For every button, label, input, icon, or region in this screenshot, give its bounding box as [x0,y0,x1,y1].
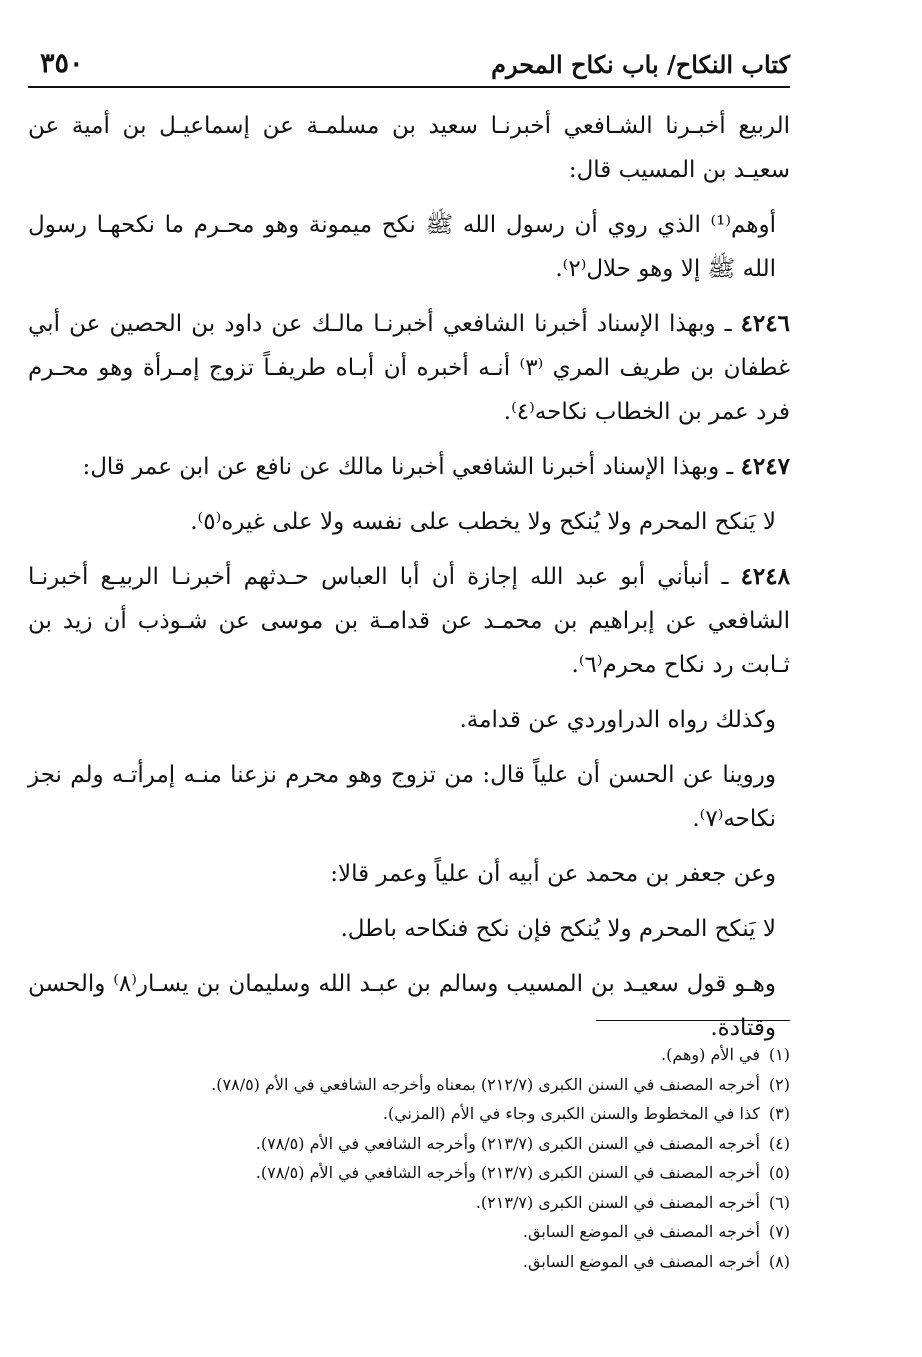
footnote-separator [596,1020,790,1021]
footnote-text: في الأم (وهم). [660,1045,760,1064]
hadith-number-4247: ٤٢٤٧ [740,453,790,480]
footnote-text: أخرجه المصنف في الموضع السابق. [522,1222,760,1241]
footnote-number: (٤) [768,1133,790,1153]
paragraph-4248 [28,555,790,687]
hadith-text-4247: ـ وبهذا الإسناد أخبرنا الشافعي أخبرنا مالك عن نافع عن ابن عمر قال: [82,454,741,480]
page-header [28,40,790,88]
paragraph-1: الربيع أخبـرنا الشـافعي أخبرنـا سعيد بن مسلمـة عن إسماعيـل بن أمية عن سعيـد بن المسيب قال: [28,113,790,183]
footnote [28,1247,790,1277]
footnote-number: (٨) [768,1251,790,1271]
footnote-text: أخرجه المصنف في السنن الكبرى (٢١٣/٧) وأخرجه الشافعي في الأم (٧٨/٥). [255,1133,760,1153]
hadith-text-4246: ـ وبهذا الإسناد أخبرنا الشافعي أخبرنـا مالـك عن داود بن الحصين عن أبي غطفان بن طريف المري ⁽٣⁾ أنـه أخبره أن أبـاه طريفـاً تزوج إمـرأة وهو محـرم فرد عمر بن الخطاب نكاحه⁽٤⁾. [28,311,790,425]
footnote-number: (٢) [768,1074,790,1094]
paragraph-4247 [28,445,790,489]
hadith-text-4248: ـ أنبأني أبو عبد الله إجازة أن أبا العباس حـدثهم أخبرنـا الربيـع أخبرنـا الشافعي عن إبراهيم بن محمـد عن قدامـة بن موسى عن شـوذب أن زيد بن ثـابت رد نكاح محرم⁽٦⁾. [28,564,790,678]
paragraph-7: وكذلك رواه الدراوردي عن قدامة. [459,707,776,733]
paragraph-2: أوهم⁽¹⁾ الذي روي أن رسول الله ﷺ نكح ميمونة وهو محـرم ما نكحهـا رسول الله ﷺ إلا وهو حلال⁽٢⁾. [28,212,776,282]
paragraph-9: وعن جعفر بن محمد عن أبيه أن علياً وعمر قالا: [330,861,776,887]
footnote-number: (١) [768,1045,790,1064]
footnote-text: أخرجه المصنف في الموضع السابق. [522,1251,760,1271]
footnote [28,1217,790,1247]
paragraph-4246 [28,302,790,434]
footnote-text: كذا في المخطوط والسنن الكبرى وجاء في الأم (المزني). [382,1104,760,1123]
footnote-number: (٣) [768,1104,790,1123]
footnote-text: أخرجه المصنف في السنن الكبرى (٢١٣/٧). [475,1192,760,1212]
footnote-number: (٧) [768,1222,790,1241]
footnote [28,1040,790,1070]
running-title: كتاب النكاح/ باب نكاح المحرم [491,50,790,79]
main-text [28,104,790,1061]
footnote [28,1129,790,1159]
footnote-text: أخرجه المصنف في السنن الكبرى (٢١٢/٧) بمعناه وأخرجه الشافعي في الأم (٧٨/٥). [211,1074,760,1094]
paragraph-5: لا يَنكح المحرم ولا يُنكح ولا يخطب على نفسه ولا على غيره⁽٥⁾. [190,509,776,535]
footnote [28,1158,790,1188]
page-number: ٣٥٠ [40,48,84,79]
hadith-number-4246: ٤٢٤٦ [740,310,790,337]
footnote [28,1188,790,1218]
paragraph-8: وروينا عن الحسن أن علياً قال: من تزوج وهو محرم نزعنا منـه إمرأتـه ولم نجز نكاحه⁽٧⁾. [28,762,776,832]
paragraph-10: لا يَنكح المحرم ولا يُنكح فإن نكح فنكاحه باطل. [340,916,776,942]
footnotes [28,1040,790,1276]
footnote-text: أخرجه المصنف في السنن الكبرى (٢١٣/٧) وأخرجه الشافعي في الأم (٧٨/٥). [255,1163,760,1182]
footnote-number: (٥) [768,1163,790,1182]
paragraph-11: وهـو قول سعيـد بن المسيب وسالم بن عبـد الله وسليمان بن يسـار⁽٨⁾ والحسن وقتادة. [28,971,776,1041]
hadith-number-4248: ٤٢٤٨ [740,563,790,590]
footnote [28,1070,790,1100]
footnote [28,1099,790,1129]
footnote-number: (٦) [768,1192,790,1212]
